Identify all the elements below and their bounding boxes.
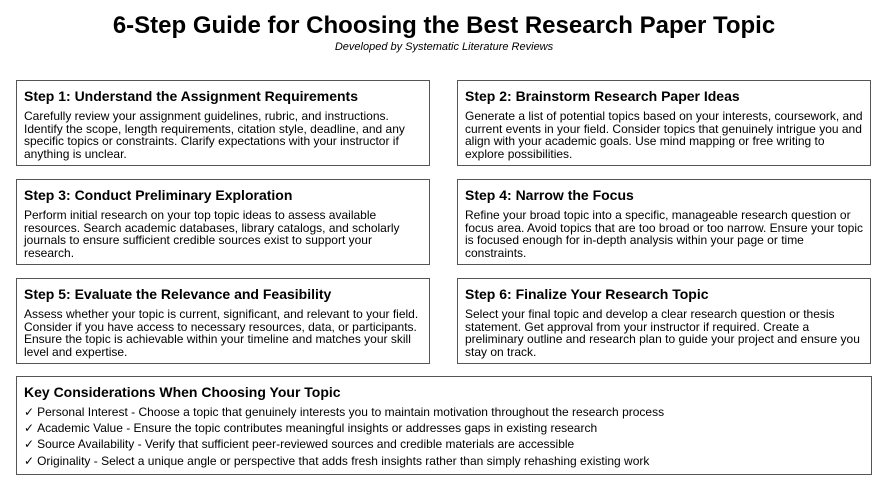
step-1-text: Carefully review your assignment guidelines, rubric, and instructions. Identify the scope, length requirements, citation style, deadline, and any specific topics or constraints. Clarify expectations with your instructor if anything is unclear. [24,109,405,161]
step-3-box [16,179,430,265]
checkmark-icon: ✓ [24,421,35,436]
step-6-title: Step 6: Finalize Your Research Topic [465,286,709,302]
step-3-title: Step 3: Conduct Preliminary Exploration [24,187,293,203]
checkmark-icon: ✓ [24,405,35,419]
page-title: 6-Step Guide for Choosing the Best Research Paper Topic [112,12,776,39]
step-4-title: Step 4: Narrow the Focus [465,187,634,203]
step-5-title: Step 5: Evaluate the Relevance and Feasibility [24,286,332,302]
page-subtitle: Developed by Systematic Literature Reviews [334,41,554,53]
step-4-text: Refine your broad topic into a specific, manageable research question or focus area. Avoid topics that are too broad or too narrow. Ensure your topic is focused enough for in-depth analysis within your page or time constraints. [465,208,864,260]
step-2-box [457,80,871,166]
step-1-box [16,80,430,166]
step-1-title: Step 1: Understand the Assignment Requirements [24,88,358,104]
step-2-text: Generate a list of potential topics based on your interests, coursework, and current events in your field. Consider topics that genuinely intrigue you and align with your academic goals. Use mind mapping or free writing to explore possibilities. [465,109,863,161]
consideration-text: Source Availability - Verify that sufficient peer-reviewed sources and credible materials are accessible [37,437,575,452]
consideration-item [24,453,864,469]
consideration-item [24,404,864,420]
consideration-text: Academic Value - Ensure the topic contributes meaningful insights or addresses gaps in existing research [37,421,598,436]
checkmark-icon: ✓ [24,437,35,452]
consideration-item [24,436,864,452]
key-considerations-box [16,376,872,475]
checkmark-icon: ✓ [24,453,35,468]
step-6-text: Select your final topic and develop a clear research question or thesis statement. Get approval from your instructor if required. Create a preliminary outline and research plan to guide your project and ensure you stay on track. [465,307,860,359]
step-2-title: Step 2: Brainstorm Research Paper Ideas [465,88,740,104]
step-6-box [457,278,871,364]
step-4-box [457,179,871,265]
consideration-text: Originality - Select a unique angle or perspective that adds fresh insights rather than simply rehashing existing work [37,453,650,468]
key-considerations-title: Key Considerations When Choosing Your Topic [24,384,341,400]
consideration-text: Personal Interest - Choose a topic that genuinely interests you to maintain motivation throughout the research process [37,405,665,419]
step-3-text: Perform initial research on your top topic ideas to assess available resources. Search academic databases, library catalogs, and scholarly journals to ensure sufficient credible sources exist to support your research. [24,208,400,260]
consideration-item [24,420,864,436]
step-5-box [16,278,430,364]
step-5-text: Assess whether your topic is current, significant, and relevant to your field. Consider if you have access to necessary resources, data, or participants. Ensure the topic is achievable within your timeline and matches your skill level and expertise. [24,307,419,359]
